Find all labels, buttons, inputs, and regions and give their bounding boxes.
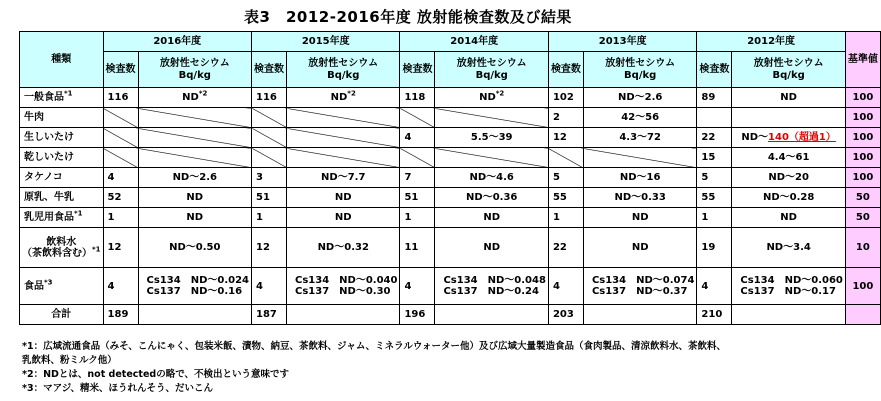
cesium-label: 放射性セシウム [456, 57, 527, 69]
standard-value: 100 [845, 168, 880, 188]
result-cell [435, 268, 548, 305]
result-value: ND [182, 92, 199, 103]
result-cell [435, 168, 548, 188]
count-cell: 55 [548, 188, 583, 208]
result-cell [732, 88, 845, 108]
empty-result-cell [583, 148, 696, 168]
row-name [20, 88, 104, 108]
result-cell [583, 168, 696, 188]
result-cell [583, 228, 696, 268]
row-name [20, 128, 104, 148]
count-cell: 12 [548, 128, 583, 148]
table-row [20, 228, 881, 268]
result-cell [287, 88, 400, 108]
result-cell [732, 208, 845, 228]
cs137-value: Cs137 ND～0.30 [295, 286, 391, 297]
count-cell: 15 [697, 148, 732, 168]
year-header: 2014年度 [400, 32, 548, 52]
count-header: 検査数 [400, 52, 435, 88]
cesium-label: 放射性セシウム [605, 57, 676, 69]
row-name [20, 208, 104, 228]
result-cell [138, 168, 251, 188]
count-cell: 4 [400, 268, 435, 305]
count-cell: 4 [697, 268, 732, 305]
result-value: 4.3～72 [619, 132, 661, 143]
empty-count-cell [103, 148, 138, 168]
count-cell: 4 [548, 268, 583, 305]
table-row [20, 208, 881, 228]
page-title: 表3 2012-2016年度 放射能検査数及び結果 [244, 8, 572, 26]
result-value: ND [186, 212, 204, 223]
count-header: 検査数 [697, 52, 732, 88]
footnote-mark: *2 [495, 89, 505, 98]
result-cell [732, 228, 845, 268]
result-value: ND～20 [768, 172, 809, 183]
unit-label: Bq/kg [178, 69, 211, 81]
standard-value: 50 [845, 188, 880, 208]
result-cell [732, 168, 845, 188]
table-row [20, 88, 881, 108]
unit-label: Bq/kg [624, 69, 657, 81]
result-value: ND [483, 212, 501, 223]
count-cell: 1 [697, 208, 732, 228]
unit-label: Bq/kg [475, 69, 508, 81]
result-cell [287, 268, 400, 305]
footnote-1: *1：広域流通食品（みそ、こんにゃく、包装米飯、漬物、納豆、茶飲料、ジャム、ミネラルウォーター他）及び広域大量製造食品（食肉製品、清涼飲料水、茶飲料、 [22, 341, 726, 352]
row-name [20, 168, 104, 188]
total-row [20, 305, 881, 325]
result-cell [583, 128, 696, 148]
empty-count-cell [400, 108, 435, 128]
empty-count-cell [252, 108, 287, 128]
table-row [20, 268, 881, 305]
row-name-label: 牛肉 [24, 112, 44, 123]
count-cell: 1 [548, 208, 583, 228]
count-header: 検査数 [103, 52, 138, 88]
standard-value: 10 [845, 228, 880, 268]
footnote-mark: *2 [198, 89, 208, 98]
footnote-mark: *1 [64, 89, 73, 98]
result-value: ND～0.50 [169, 242, 221, 253]
standard-header: 基準値 [845, 32, 880, 88]
count-cell: 7 [400, 168, 435, 188]
cs137-value: Cs137 ND～0.24 [443, 286, 539, 297]
row-name-label: タケノコ [24, 172, 63, 183]
result-value: ND [780, 212, 797, 223]
table-row [20, 148, 881, 168]
result-value: 42～56 [621, 112, 660, 123]
count-cell: 4 [252, 268, 287, 305]
result-cell [732, 128, 845, 148]
total-blank [287, 305, 400, 325]
empty-result-cell [287, 148, 400, 168]
result-value: ND～0.33 [614, 192, 666, 203]
count-cell: 11 [400, 228, 435, 268]
cesium-header [138, 52, 251, 88]
footnote-3: *3：マアジ、精米、ほうれんそう、だいこん [22, 383, 213, 394]
footnote-mark: *3 [44, 278, 53, 287]
cesium-label: 放射性セシウム [753, 57, 824, 69]
result-value: ND [334, 192, 352, 203]
cesium-label: 放射性セシウム [308, 57, 379, 69]
row-name-label: 生しいたけ [24, 132, 74, 143]
row-name [20, 268, 104, 305]
empty-result-cell [435, 108, 548, 128]
count-cell: 55 [697, 188, 732, 208]
result-value: ND [780, 92, 797, 103]
count-cell: 5 [697, 168, 732, 188]
row-name [20, 188, 104, 208]
total-count: 196 [400, 305, 435, 325]
result-cell [435, 88, 548, 108]
cs137-value: Cs137 ND～0.16 [146, 286, 243, 297]
result-cell [583, 268, 696, 305]
row-name [20, 108, 104, 128]
result-cell [138, 208, 251, 228]
count-cell: 102 [548, 88, 583, 108]
result-value: ND [631, 212, 649, 223]
table-row [20, 128, 881, 148]
result-cell [732, 188, 845, 208]
result-cell [732, 148, 845, 168]
cs134-value: Cs134 ND～0.024 [146, 275, 249, 286]
count-cell: 4 [400, 128, 435, 148]
unit-label: Bq/kg [772, 69, 805, 81]
result-value: ND～2.6 [617, 92, 663, 103]
result-value: 4.4～61 [767, 152, 810, 163]
unit-label: Bq/kg [327, 69, 360, 81]
footnote-2: *2：NDとは、not detectedの略で、不検出という意味です [22, 369, 290, 380]
result-value: ND [483, 242, 501, 253]
standard-value: 100 [845, 108, 880, 128]
total-standard-blank [845, 305, 880, 325]
cs134-value: Cs134 ND～0.074 [591, 275, 695, 286]
cs134-value: Cs134 ND～0.048 [443, 275, 546, 286]
total-blank [435, 305, 548, 325]
count-cell: 12 [103, 228, 138, 268]
result-cell [435, 228, 548, 268]
row-name-label: 一般食品 [24, 92, 64, 103]
year-header: 2012年度 [697, 32, 845, 52]
footnote-1-cont: 乳飲料、粉ミルク他） [22, 355, 117, 366]
result-cell [583, 208, 696, 228]
table-row [20, 108, 881, 128]
table-row [20, 188, 881, 208]
total-count: 210 [697, 305, 732, 325]
empty-result-cell [138, 148, 251, 168]
empty-count-cell [252, 148, 287, 168]
empty-count-cell [103, 108, 138, 128]
row-name-sub: （茶飲料含む） [22, 247, 92, 259]
result-value: ND [334, 212, 352, 223]
count-cell: 1 [400, 208, 435, 228]
count-cell: 116 [103, 88, 138, 108]
result-cell [732, 108, 845, 128]
result-value: ND～0.32 [317, 242, 369, 253]
cs134-value: Cs134 ND～0.060 [740, 275, 843, 286]
standard-value: 100 [845, 268, 880, 305]
count-cell: 22 [697, 128, 732, 148]
footnote-mark: *1 [74, 209, 83, 218]
total-blank [138, 305, 251, 325]
result-cell [435, 128, 548, 148]
result-cell [287, 228, 400, 268]
count-header: 検査数 [548, 52, 583, 88]
row-name-label: 飲料水 [46, 236, 77, 248]
result-value: ND～0.28 [762, 192, 815, 203]
count-cell: 118 [400, 88, 435, 108]
footnote-mark: *2 [347, 89, 356, 98]
standard-value: 100 [845, 88, 880, 108]
year-header: 2013年度 [548, 32, 696, 52]
result-value: ND～ [741, 132, 769, 143]
result-value: ND～7.7 [321, 172, 366, 183]
result-value: ND～0.36 [466, 192, 518, 203]
empty-result-cell [287, 128, 400, 148]
row-name-label: 原乳、牛乳 [24, 192, 74, 203]
row-name-label: 食品 [24, 280, 44, 292]
result-cell [435, 208, 548, 228]
year-header: 2015年度 [252, 32, 400, 52]
total-label: 合計 [20, 305, 104, 325]
result-value: ND [330, 92, 348, 103]
result-cell [138, 88, 251, 108]
result-cell [138, 188, 251, 208]
count-cell: 116 [252, 88, 287, 108]
row-name-label: 乾しいたけ [24, 152, 74, 163]
result-cell [287, 168, 400, 188]
exceeded-value: 140（超過1） [768, 132, 836, 143]
result-cell [583, 188, 696, 208]
row-name-label: 乳児用食品 [24, 212, 74, 223]
total-count: 189 [103, 305, 138, 325]
standard-value: 100 [845, 148, 880, 168]
empty-count-cell [548, 148, 583, 168]
result-value: ND [631, 242, 649, 253]
year-header: 2016年度 [103, 32, 251, 52]
count-cell: 51 [400, 188, 435, 208]
total-count: 187 [252, 305, 287, 325]
count-cell: 52 [103, 188, 138, 208]
table-row [20, 168, 881, 188]
total-count: 203 [548, 305, 583, 325]
count-cell: 4 [103, 168, 138, 188]
result-value: ND [479, 92, 496, 103]
result-value: ND～16 [619, 172, 661, 183]
count-cell: 12 [252, 228, 287, 268]
result-value: ND～3.4 [766, 242, 811, 253]
result-value: ND～2.6 [172, 172, 217, 183]
count-cell: 3 [252, 168, 287, 188]
count-cell: 5 [548, 168, 583, 188]
total-blank [732, 305, 845, 325]
cesium-header [435, 52, 548, 88]
count-cell: 19 [697, 228, 732, 268]
empty-count-cell [252, 128, 287, 148]
empty-result-cell [287, 108, 400, 128]
cs137-value: Cs137 ND～0.17 [740, 286, 836, 297]
inspection-table [19, 31, 881, 325]
result-cell [583, 108, 696, 128]
empty-count-cell [103, 128, 138, 148]
count-cell: 22 [548, 228, 583, 268]
standard-value: 50 [845, 208, 880, 228]
count-cell: 4 [103, 268, 138, 305]
standard-value: 100 [845, 128, 880, 148]
count-cell: 89 [697, 88, 732, 108]
result-value: ND [186, 192, 204, 203]
cs137-value: Cs137 ND～0.37 [591, 286, 688, 297]
cesium-header [287, 52, 400, 88]
result-cell [138, 268, 251, 305]
empty-result-cell [138, 128, 251, 148]
empty-result-cell [435, 148, 548, 168]
row-name [20, 228, 104, 268]
count-cell [697, 108, 732, 128]
result-cell [287, 208, 400, 228]
row-name [20, 148, 104, 168]
footnotes [22, 340, 726, 396]
count-cell: 1 [252, 208, 287, 228]
result-cell [732, 268, 845, 305]
empty-count-cell [400, 148, 435, 168]
count-header: 検査数 [252, 52, 287, 88]
total-blank [583, 305, 696, 325]
cesium-header [583, 52, 696, 88]
count-cell: 2 [548, 108, 583, 128]
empty-result-cell [138, 108, 251, 128]
kind-header: 種類 [20, 32, 104, 88]
cesium-label: 放射性セシウム [159, 57, 230, 69]
count-cell: 1 [103, 208, 138, 228]
result-cell [138, 228, 251, 268]
cesium-header [732, 52, 845, 88]
result-cell [435, 188, 548, 208]
footnote-mark: *1 [92, 245, 101, 254]
cs134-value: Cs134 ND～0.040 [295, 275, 398, 286]
result-cell [287, 188, 400, 208]
result-value: 5.5～39 [470, 132, 513, 143]
count-cell: 51 [252, 188, 287, 208]
result-cell [583, 88, 696, 108]
result-value: ND～4.6 [469, 172, 514, 183]
